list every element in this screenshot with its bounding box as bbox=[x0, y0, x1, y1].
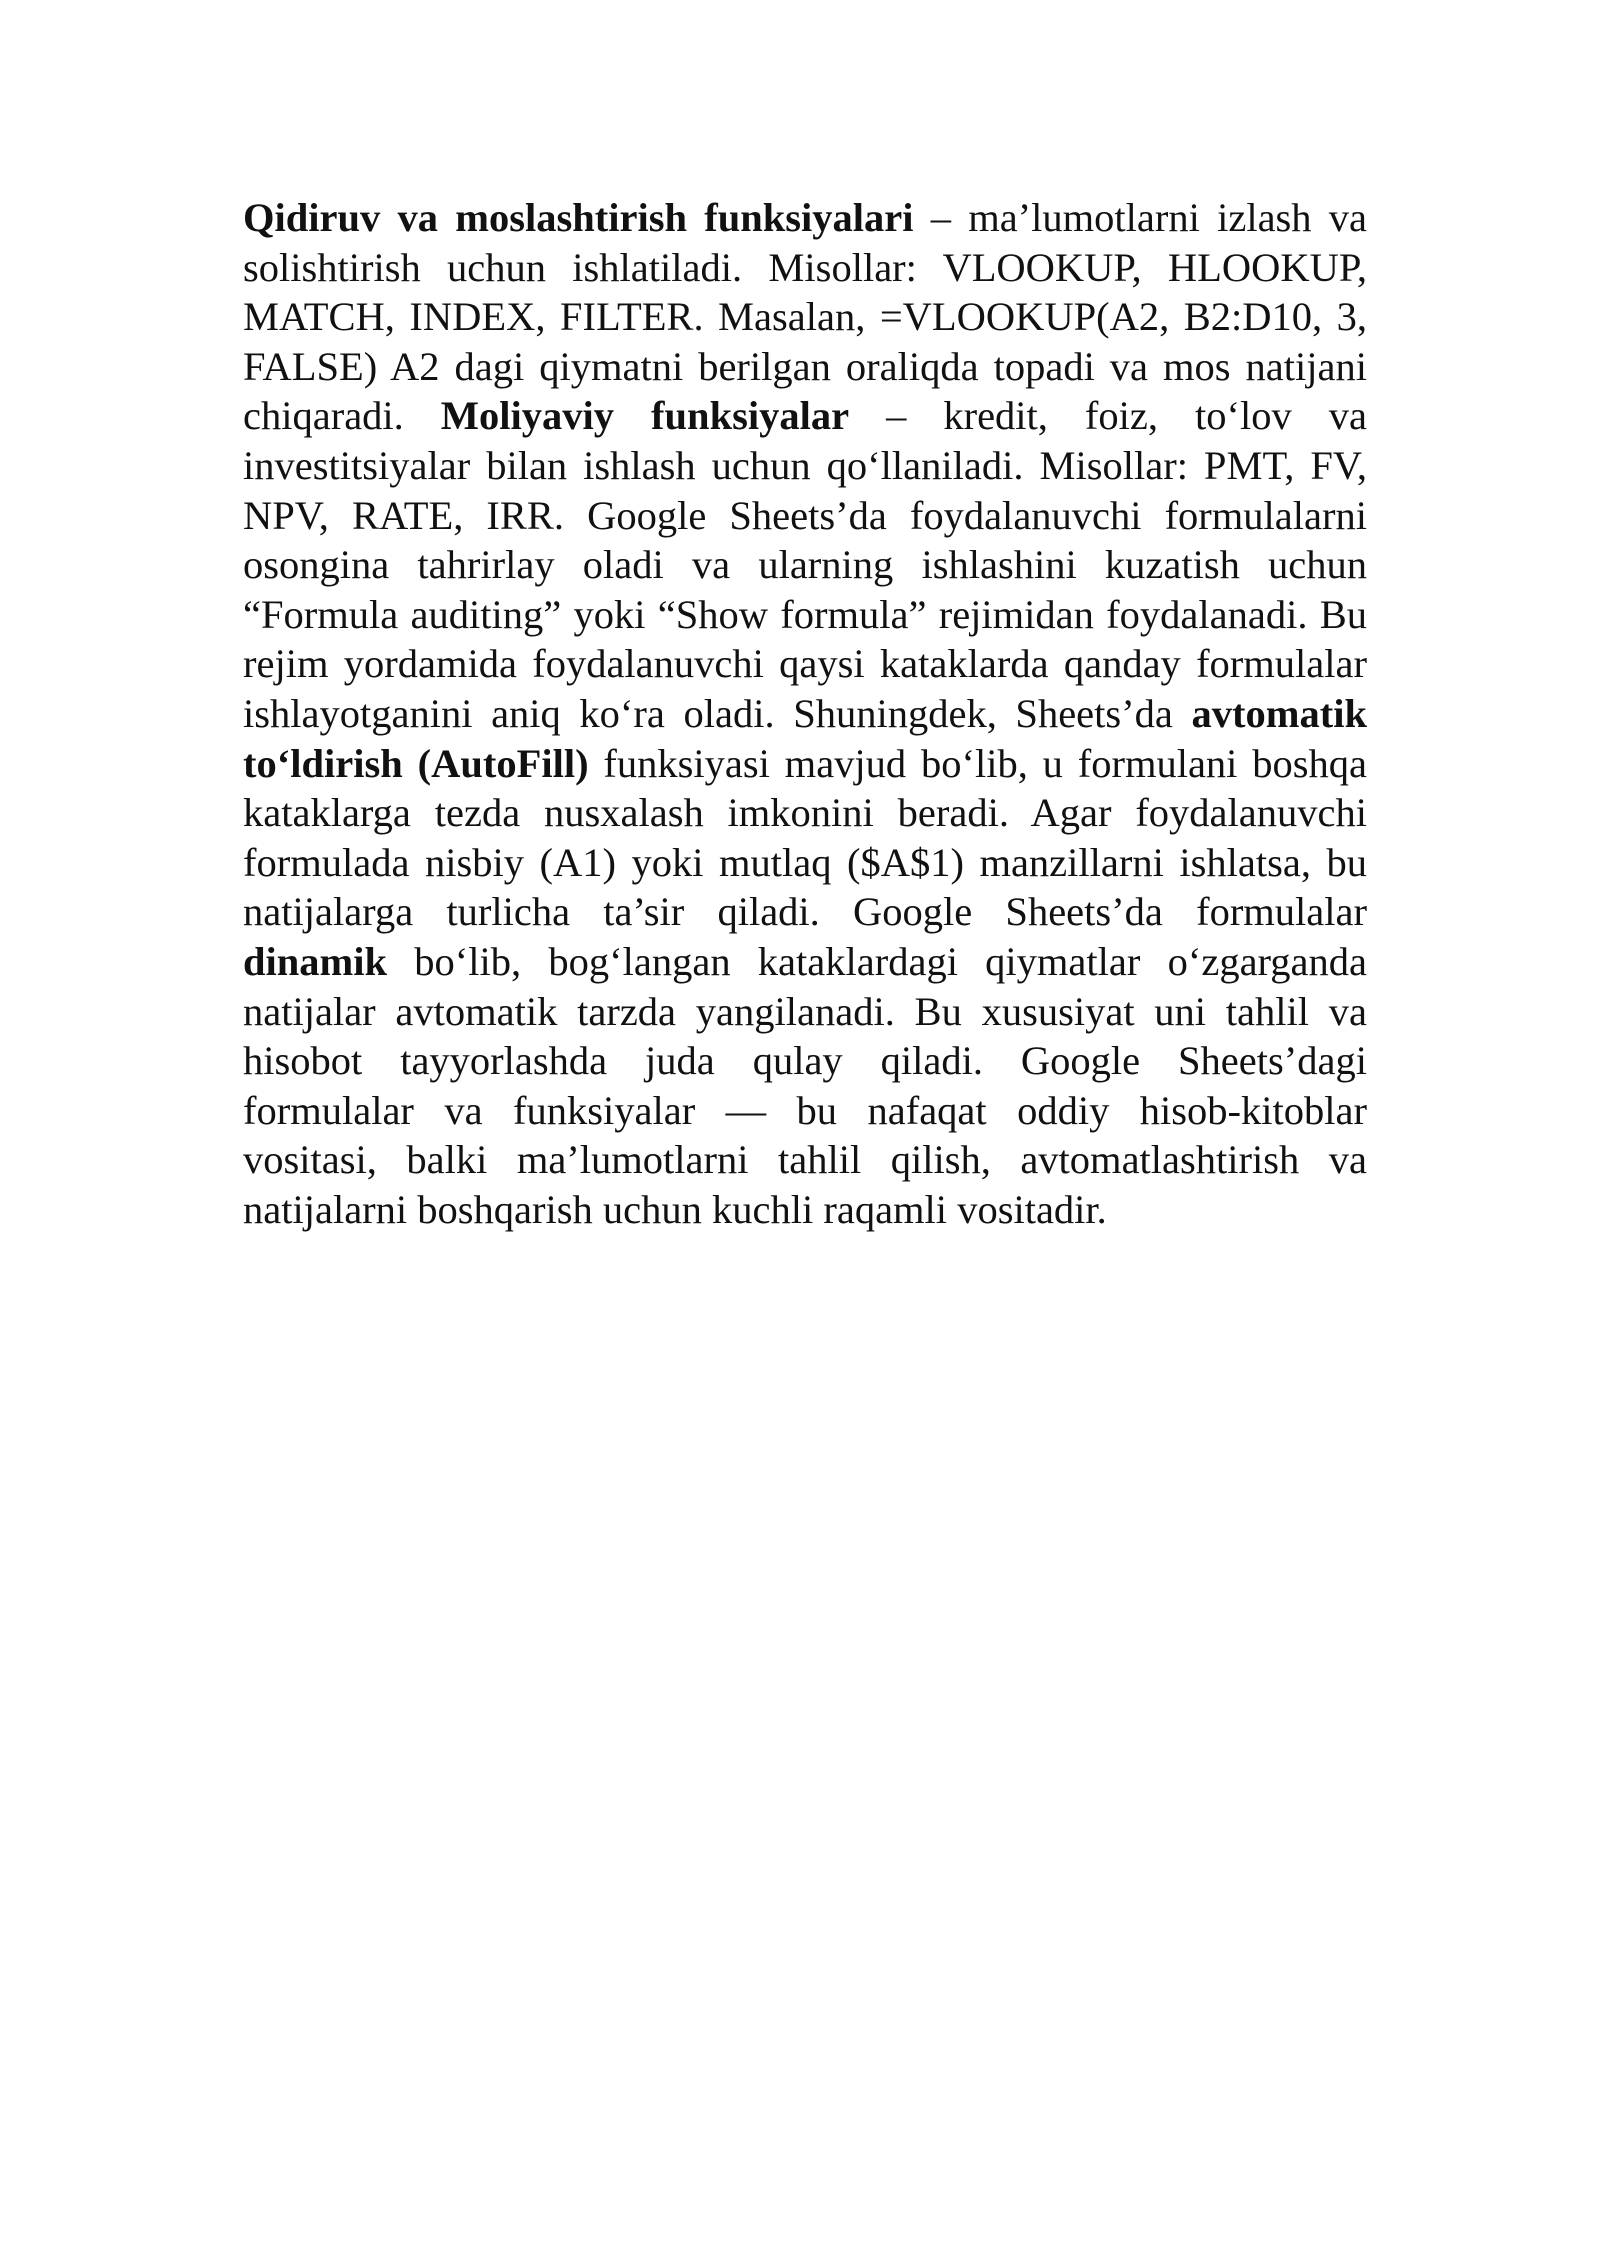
text-run: funksiyasi mavjud bo‘lib, u formulani boshqa kataklarga tezda nusxalash imkonini beradi. Agar foydalanuvchi formulada nisbiy (A1) yoki mutlaq ($A$1) manzillarni ishlatsa, bu natijalarga turlicha ta’sir qiladi. Google Sheets’da formulalar bbox=[243, 740, 1367, 935]
text-run: – ma’lumotlarni izlash va solishtirish uchun ishlatiladi. Misollar: VLOOKUP, HLOOKUP, MATCH, INDEX, FILTER. Masalan, =VLOOKUP(A2, B2:D10, 3, FALSE) A2 dagi qiymatni berilgan oraliqda topadi va mos natijani chiqaradi. bbox=[243, 195, 1367, 439]
bold-term-financial-functions: Moliyaviy funksiyalar bbox=[440, 393, 850, 439]
bold-term-autofill: avtomatik to‘ldirish (AutoFill) bbox=[243, 690, 1367, 786]
text-run: – kredit, foiz, to‘lov va investitsiyalar bilan ishlash uchun qo‘llaniladi. Misollar: PMT, FV, NPV, RATE, IRR. Google Sheets’da foydalanuvchi formulalarni osongina tahrirlay oladi va ularning ishlashini kuzatish uchun “Formula auditing” yoki “Show formula” rejimidan foydalanadi. Bu rejim yordamida foydalanuvchi qaysi kataklarda qanday formulalar ishlayotganini aniq ko‘ra oladi. Shuningdek, Sheets’da bbox=[243, 393, 1367, 736]
text-run: bo‘lib, bog‘langan kataklardagi qiymatlar o‘zgarganda natijalar avtomatik tarzda yangilanadi. Bu xususiyat uni tahlil va hisobot tayyorlashda juda qulay qiladi. Google Sheets’dagi formulalar va funksiyalar — bu nafaqat oddiy hisob-kitoblar vositasi, balki ma’lumotlarni tahlil qilish, avtomatlashtirish va natijalarni boshqarish uchun kuchli raqamli vositadir. bbox=[243, 938, 1367, 1232]
body-paragraph bbox=[243, 193, 1367, 1234]
bold-term-dynamic: dinamik bbox=[243, 938, 388, 984]
bold-term-search-functions: Qidiruv va moslashtirish funksiyalari bbox=[243, 195, 914, 240]
